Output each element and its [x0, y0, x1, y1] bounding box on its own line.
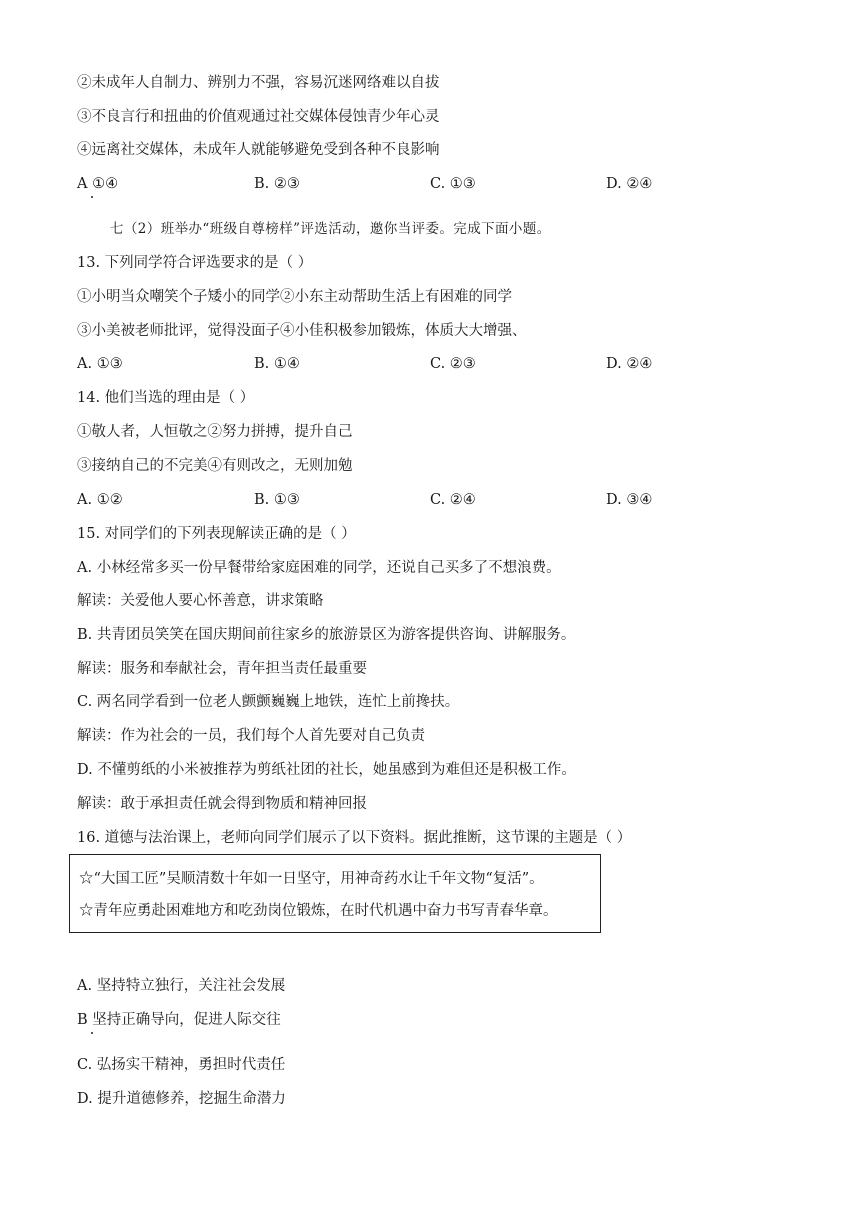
q15-option-d: D. 不懂剪纸的小米被推荐为剪纸社团的社长，她虽感到为难但还是积极工作。 [77, 762, 576, 778]
q15-option-d-reading: 解读：敢于承担责任就会得到物质和精神回报 [77, 796, 367, 812]
q13-option-d: D. ②④ [606, 356, 653, 372]
section-intro: 七（2）班举办“班级自尊榜样”评选活动，邀你当评委。完成下面小题。 [110, 221, 551, 237]
q15-option-a-reading: 解读：关爱他人要心怀善意，讲求策略 [77, 593, 324, 609]
q14-option-c: C. ②④ [430, 492, 476, 508]
q12-option-d: D. ②④ [606, 176, 653, 192]
q13-stem: 13. 下列同学符合评选要求的是（ ） [77, 255, 313, 271]
q15-option-b: B. 共青团员笑笑在国庆期间前往家乡的旅游景区为游客提供咨询、讲解服务。 [77, 627, 576, 643]
dot-mark [91, 1032, 93, 1034]
q14-option-b: B. ①③ [254, 492, 300, 508]
q14-stem: 14. 他们当选的理由是（ ） [77, 390, 255, 406]
q14-option-a: A. ①② [77, 492, 123, 508]
q15-option-c: C. 两名同学看到一位老人颤颤巍巍上地铁，连忙上前搀扶。 [77, 694, 460, 710]
q15-stem: 15. 对同学们的下列表现解读正确的是（ ） [77, 526, 356, 542]
q16-material-2: ☆青年应勇赴困难地方和吃劲岗位锻炼，在时代机遇中奋力书写青春华章。 [79, 903, 558, 919]
q14-option-d: D. ③④ [606, 492, 653, 508]
q14-statements-2: ③接纳自己的不完美④有则改之，无则加勉 [77, 458, 353, 474]
q16-option-d: D. 提升道德修养，挖掘生命潜力 [77, 1091, 286, 1107]
dot-mark [91, 196, 93, 198]
q13-statements-1: ①小明当众嘲笑个子矮小的同学②小东主动帮助生活上有困难的同学 [77, 289, 512, 305]
q16-stem: 16. 道德与法治课上，老师向同学们展示了以下资料。据此推断，这节课的主题是（ ） [77, 830, 632, 846]
q14-statements-1: ①敬人者，人恒敬之②努力拼搏，提升自己 [77, 424, 353, 440]
q12-statement-3: ③不良言行和扭曲的价值观通过社交媒体侵蚀青少年心灵 [77, 109, 440, 125]
q12-statement-4: ④远离社交媒体，未成年人就能够避免受到各种不良影响 [77, 142, 440, 158]
q15-option-a: A. 小林经常多买一份早餐带给家庭困难的同学，还说自己买多了不想浪费。 [77, 560, 561, 576]
q12-option-a: A ①④ [77, 176, 119, 192]
q15-option-c-reading: 解读：作为社会的一员，我们每个人首先要对自己负责 [77, 728, 425, 744]
q15-option-b-reading: 解读：服务和奉献社会，青年担当责任最重要 [77, 661, 367, 677]
q16-material-box [69, 854, 601, 933]
q16-material-1: ☆“大国工匠”吴顺清数十年如一日坚守，用神奇药水让千年文物“复活”。 [79, 871, 544, 887]
q13-option-a: A. ①③ [77, 356, 123, 372]
q13-statements-2: ③小美被老师批评，觉得没面子④小佳积极参加锻炼，体质大大增强、 [77, 323, 527, 339]
q12-statement-2: ②未成年人自制力、辨别力不强，容易沉迷网络难以自拔 [77, 75, 440, 91]
q16-option-a: A. 坚持特立独行，关注社会发展 [77, 978, 286, 994]
q12-option-b: B. ②③ [254, 176, 300, 192]
q16-option-b: B 坚持正确导向，促进人际交往 [77, 1012, 281, 1028]
q13-option-b: B. ①④ [254, 356, 300, 372]
q13-option-c: C. ②③ [430, 356, 476, 372]
q16-option-c: C. 弘扬实干精神，勇担时代责任 [77, 1057, 286, 1073]
q12-option-c: C. ①③ [430, 176, 476, 192]
